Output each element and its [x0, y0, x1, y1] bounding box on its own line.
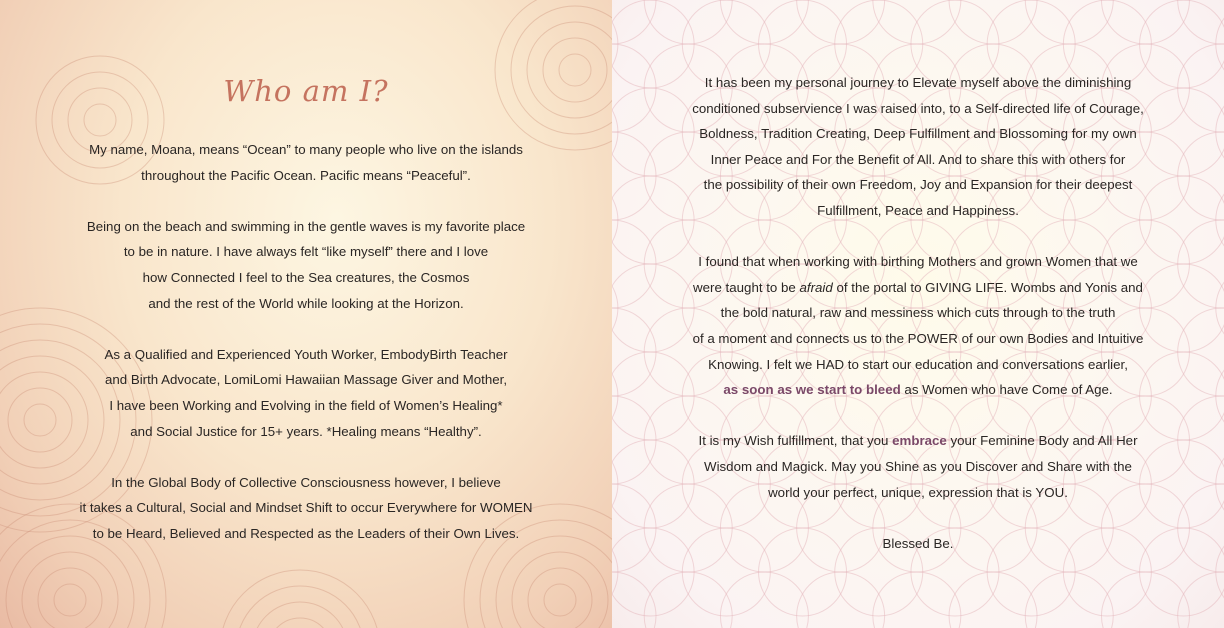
wish-paragraph: [632, 428, 1204, 505]
text-line: were taught to be: [693, 279, 800, 295]
text-line: Wisdom and Magick. May you Shine as you Discover and Share with the: [704, 458, 1132, 474]
text-line: Inner Peace and For the Benefit of All. And to share this with others for: [710, 151, 1126, 167]
text-line: It is my Wish fulfillment, that you: [698, 433, 893, 449]
text-line: conditioned subservience I was raised into, to a Self-directed life of Courage,: [692, 100, 1144, 116]
text-line: it takes a Cultural, Social and Mindset Shift to occur Everywhere for WOMEN: [79, 500, 533, 516]
highlight-embrace: embrace: [892, 433, 947, 449]
text-line: of a moment and connects us to the POWER of our own Bodies and Intuitive: [692, 330, 1144, 346]
collective-paragraph: [20, 470, 592, 547]
birthing-paragraph: [632, 249, 1204, 403]
journey-paragraph: [632, 70, 1204, 224]
left-page-text: [20, 137, 592, 547]
text-line: and the rest of the World while looking at the Horizon.: [148, 295, 464, 311]
right-page-text: [632, 70, 1204, 556]
text-line: I have been Working and Evolving in the field of Women’s Healing*: [109, 397, 503, 413]
text-line: to be Heard, Believed and Respected as the Leaders of their Own Lives.: [92, 525, 520, 541]
closing-line: [632, 531, 1204, 557]
beach-paragraph: [20, 214, 592, 316]
right-page: [612, 0, 1224, 628]
text-line: As a Qualified and Experienced Youth Worker, EmbodyBirth Teacher: [104, 346, 508, 362]
text-line: My name, Moana, means “Ocean” to many people who live on the islands: [89, 142, 523, 157]
text-line: Being on the beach and swimming in the gentle waves is my favorite place: [86, 218, 526, 234]
text-line: In the Global Body of Collective Consciousness however, I believe: [111, 474, 501, 490]
text-line: throughout the Pacific Ocean. Pacific means “Peaceful”.: [141, 167, 471, 183]
text-line: how Connected I feel to the Sea creatures, the Cosmos: [142, 269, 470, 285]
text-line: Blessed Be.: [882, 535, 954, 551]
text-line: to be in nature. I have always felt “like myself” there and I love: [123, 244, 489, 260]
text-line: and Social Justice for 15+ years. *Healing means “Healthy”.: [130, 423, 482, 439]
text-line: I found that when working with birthing Mothers and grown Women that we: [698, 254, 1138, 270]
text-line: the possibility of their own Freedom, Joy and Expansion for their deepest: [703, 177, 1133, 193]
page-title: Who am I?: [223, 74, 389, 108]
text-line: Fulfillment, Peace and Happiness.: [817, 202, 1019, 218]
highlight-bleed: as soon as we start to bleed: [723, 382, 901, 398]
text-line: world your perfect, unique, expression that is YOU.: [768, 484, 1068, 500]
text-line: of the portal to GIVING LIFE. Wombs and Yonis and: [832, 279, 1143, 295]
text-line: the bold natural, raw and messiness which cuts through to the truth: [720, 305, 1116, 321]
emphasis-afraid: afraid: [799, 279, 833, 295]
text-line: Knowing. I felt we HAD to start our education and conversations earlier,: [708, 356, 1128, 372]
text-line: It has been my personal journey to Elevate myself above the diminishing: [704, 75, 1132, 90]
text-line: your Feminine Body and All Her: [946, 433, 1138, 449]
text-line: and Birth Advocate, LomiLomi Hawaiian Massage Giver and Mother,: [104, 372, 508, 388]
text-line: Boldness, Tradition Creating, Deep Fulfillment and Blossoming for my own: [699, 126, 1137, 142]
intro-paragraph: [20, 137, 592, 188]
qualifications-paragraph: [20, 342, 592, 444]
text-line: as Women who have Come of Age.: [900, 382, 1113, 398]
